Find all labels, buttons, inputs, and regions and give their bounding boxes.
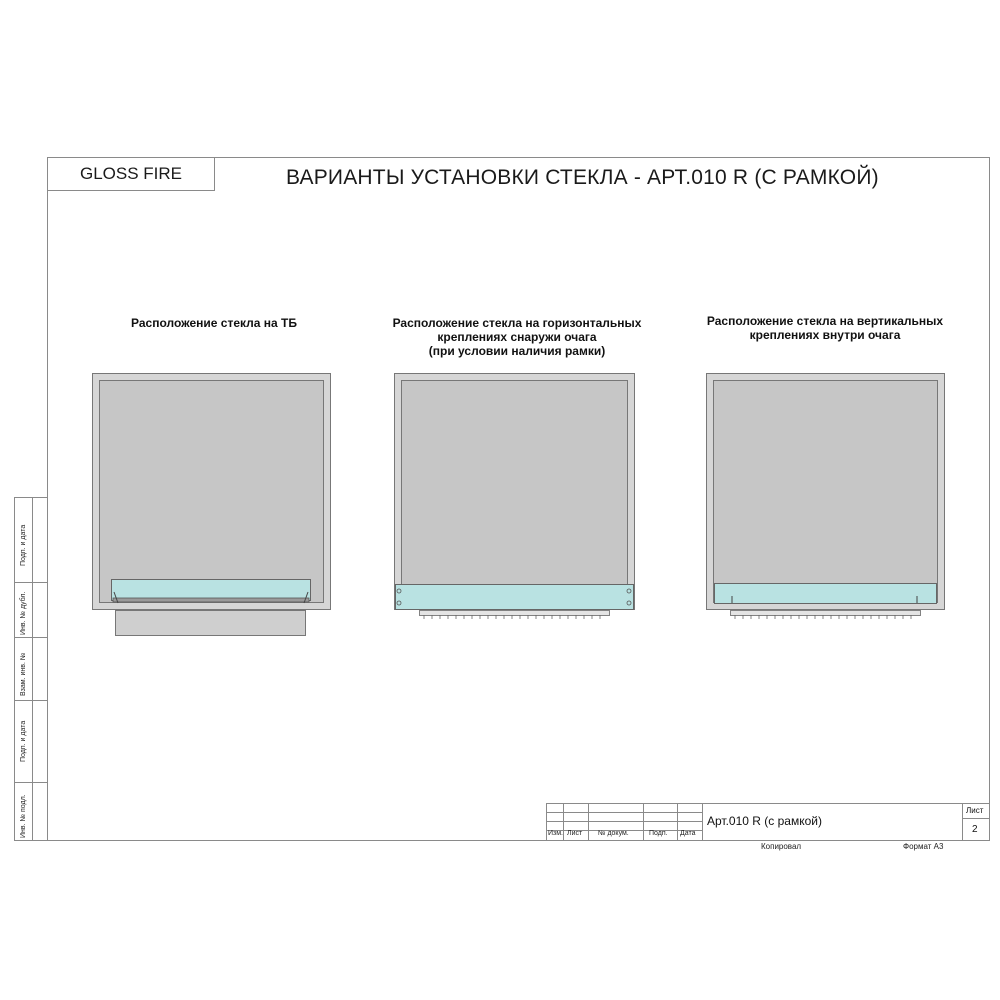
column-label-signature: Подп. bbox=[649, 830, 668, 837]
sheet-number: 2 bbox=[972, 824, 978, 835]
glass-support-rail bbox=[113, 598, 309, 602]
glass-panel bbox=[715, 584, 937, 604]
glass-panel bbox=[112, 580, 311, 601]
column-label-date: Дата bbox=[680, 830, 696, 837]
caption-line: Расположение стекла на горизонтальных bbox=[392, 316, 642, 330]
glass-panel bbox=[396, 585, 634, 610]
brand-label: GLOSS FIRE bbox=[79, 164, 183, 183]
side-stamp-grid bbox=[14, 497, 47, 840]
variant-3-drawing bbox=[707, 374, 945, 620]
side-stamp-label: Взам. инв. № bbox=[20, 652, 27, 696]
copied-label: Копировал bbox=[761, 842, 802, 851]
side-stamp-label: Инв. № дубл. bbox=[20, 591, 27, 635]
caption-line: Расположение стекла на ТБ bbox=[131, 316, 297, 330]
firebox-base-block bbox=[116, 611, 306, 636]
side-stamp-label: Подп. и дата bbox=[20, 720, 27, 762]
format-label: Формат А3 bbox=[903, 842, 944, 851]
page-title: ВАРИАНТЫ УСТАНОВКИ СТЕКЛА - АРТ.010 R (С РАМКОЙ) bbox=[286, 166, 879, 189]
firebox-interior bbox=[714, 381, 938, 603]
caption-line: Расположение стекла на вертикальных bbox=[706, 314, 944, 328]
column-label-sheet: Лист bbox=[567, 830, 583, 837]
caption-line: креплениях внутри очага bbox=[749, 328, 901, 342]
variant-2-drawing bbox=[395, 374, 635, 620]
drawing-designation: Арт.010 R (с рамкой) bbox=[707, 814, 822, 828]
caption-line: креплениях снаружи очага bbox=[437, 330, 597, 344]
caption-line: (при условии наличия рамки) bbox=[428, 344, 606, 358]
bottom-comb-bar bbox=[420, 611, 610, 616]
firebox-interior bbox=[402, 381, 628, 603]
variant-1-drawing bbox=[93, 374, 331, 636]
sheet-label: Лист bbox=[966, 806, 984, 815]
side-stamp-label: Подп. и дата bbox=[20, 524, 27, 566]
column-label-document-no: № докум. bbox=[598, 830, 629, 837]
firebox-interior bbox=[100, 381, 324, 603]
side-stamp-label: Инв. № подл. bbox=[20, 794, 27, 838]
bottom-comb-bar bbox=[731, 611, 921, 616]
column-label-change: Изм. bbox=[548, 830, 563, 837]
